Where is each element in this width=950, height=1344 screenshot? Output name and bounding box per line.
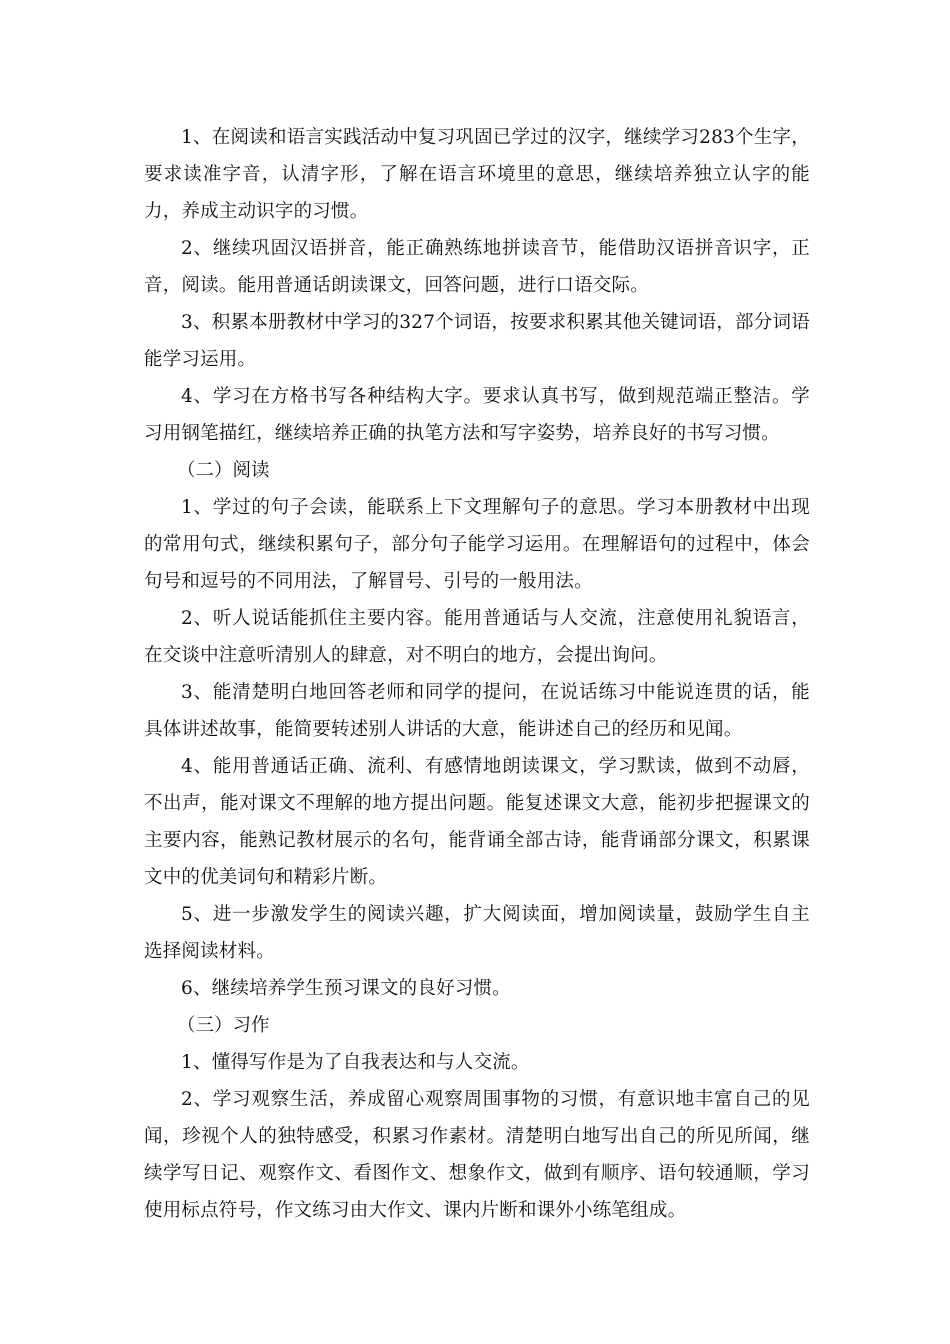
paragraph-reading-6: 6、继续培养学生预习课文的良好习惯。: [181, 978, 511, 999]
paragraph-writing-1: 1、懂得写作是为了自我表达和与人交流。: [181, 1052, 530, 1073]
paragraph-literacy-3: 3、积累本册教材中学习的327个词语，按要求积累其他关键词语，部分词语能学习运用。: [144, 312, 810, 370]
paragraph-literacy-1: 1、在阅读和语言实践活动中复习巩固已学过的汉字，继续学习283个生字，要求读准字音，认清字形，了解在语言环境里的意思，继续培养独立认字的能力，养成主动识字的习惯。: [144, 127, 810, 222]
document-page: [144, 119, 810, 1229]
paragraph-reading-2: 2、听人说话能抓住主要内容。能用普通话与人交流，注意使用礼貌语言，在交谈中注意听清别人的肆意，对不明白的地方，会提出询问。: [144, 608, 810, 666]
paragraph-writing-2: 2、学习观察生活，养成留心观察周围事物的习惯，有意识地丰富自己的见闻，珍视个人的独特感受，积累习作素材。清楚明白地写出自己的所见所闻，继续学写日记、观察作文、看图作文、想象作文，做到有顺序、语句较通顺，学习使用标点符号，作文练习由大作文、课内片断和课外小练笔组成。: [144, 1089, 810, 1221]
section-heading-reading: （二）阅读: [177, 460, 270, 481]
section-heading-writing: （三）习作: [177, 1015, 270, 1036]
paragraph-reading-5: 5、进一步激发学生的阅读兴趣，扩大阅读面，增加阅读量，鼓励学生自主选择阅读材料。: [144, 904, 810, 962]
paragraph-literacy-2: 2、继续巩固汉语拼音，能正确熟练地拼读音节，能借助汉语拼音识字，正音，阅读。能用普通话朗读课文，回答问题，进行口语交际。: [144, 238, 810, 296]
paragraph-reading-3: 3、能清楚明白地回答老师和同学的提问，在说话练习中能说连贯的话，能具体讲述故事，能简要转述别人讲话的大意，能讲述自己的经历和见闻。: [144, 682, 810, 740]
paragraph-reading-4: 4、能用普通话正确、流利、有感情地朗读课文，学习默读，做到不动唇，不出声，能对课文不理解的地方提出问题。能复述课文大意，能初步把握课文的主要内容，能熟记教材展示的名句，能背诵全部古诗，能背诵部分课文，积累课文中的优美词句和精彩片断。: [144, 756, 810, 888]
paragraph-reading-1: 1、学过的句子会读，能联系上下文理解句子的意思。学习本册教材中出现的常用句式，继续积累句子，部分句子能学习运用。在理解语句的过程中，体会句号和逗号的不同用法，了解冒号、引号的一般用法。: [144, 497, 810, 592]
paragraph-literacy-4: 4、学习在方格书写各种结构大字。要求认真书写，做到规范端正整洁。学习用钢笔描红，继续培养正确的执笔方法和写字姿势，培养良好的书写习惯。: [144, 386, 810, 444]
